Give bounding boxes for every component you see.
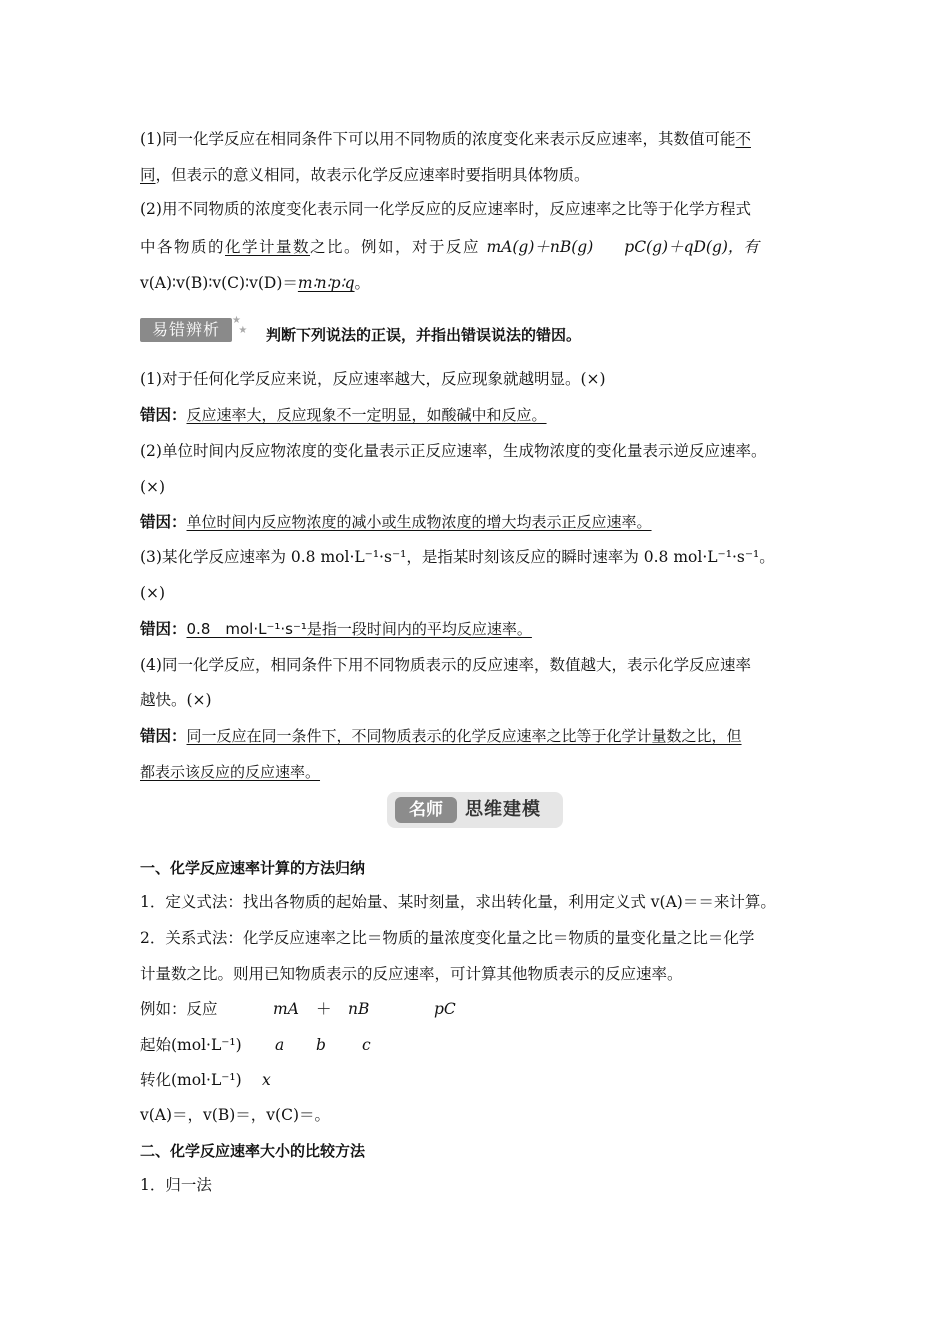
question-1: (1)对于任何化学反应来说，反应速率越大，反应现象就越明显。(×): [140, 370, 606, 388]
rate-expressions: v(A)＝，v(B)＝，v(C)＝。: [140, 1106, 330, 1124]
question-4-line-2: 越快。(×): [140, 691, 212, 709]
underlined-answer: 化学计量数: [225, 238, 311, 256]
underlined-answer: 不: [735, 130, 751, 148]
conversion-x: x: [262, 1071, 271, 1089]
heading-2: 二、化学反应速率大小的比较方法: [140, 1142, 366, 1160]
underlined-answer: 同: [140, 166, 156, 184]
note-2-line-2: 中各物质的化学计量数之比。例如，对于反应 mA(g)＋nB(g) pC(g)＋qD(g)，有: [140, 238, 759, 256]
start-c: c: [362, 1036, 371, 1054]
example-label: 例如：反应: [140, 1000, 218, 1018]
start-a: a: [275, 1036, 285, 1054]
note-2-line-1: (2)用不同物质的浓度变化表示同一化学反应的反应速率时，反应速率之比等于化学方程式: [140, 200, 751, 218]
error-analysis-instruction: 判断下列说法的正误，并指出错误说法的错因。: [266, 326, 582, 344]
note-1-line-2: 同，但表示的意义相同，故表示化学反应速率时要指明具体物质。: [140, 166, 590, 184]
heading-1: 一、化学反应速率计算的方法归纳: [140, 859, 366, 877]
question-2-line-1: (2)单位时间内反应物浓度的变化量表示正反应速率，生成物浓度的变化量表示逆反应速率。: [140, 442, 767, 460]
example-mA: mA: [273, 1000, 299, 1018]
answer-3: 错因：0.8 mol·L⁻¹·s⁻¹是指一段时间内的平均反应速率。: [140, 620, 532, 638]
section-banner: [387, 792, 563, 828]
method-2-line-2: 计量数之比。则用已知物质表示的反应速率，可计算其他物质表示的反应速率。: [140, 965, 683, 983]
start-label: 起始(mol·L⁻¹): [140, 1036, 242, 1054]
reaction-equation: mA(g)＋nB(g) pC(g)＋qD(g)，有: [486, 238, 759, 256]
method-normalize: 1．归一法: [140, 1176, 212, 1194]
example-plus: ＋: [316, 1000, 332, 1018]
answer-1: 错因：反应速率大，反应现象不一定明显，如酸碱中和反应。: [140, 406, 547, 424]
banner-title: 思维建模: [465, 799, 541, 820]
method-1: 1．定义式法：找出各物质的起始量、某时刻量，求出转化量，利用定义式 v(A)＝＝来计算。: [140, 893, 776, 911]
note-1-line-1: (1)同一化学反应在相同条件下可以用不同物质的浓度变化来表示反应速率，其数值可能不: [140, 130, 751, 148]
banner-badge: 名师: [395, 797, 457, 823]
answer-4-line-2: 都表示该反应的反应速率。: [140, 763, 321, 781]
conversion-label: 转化(mol·L⁻¹): [140, 1071, 242, 1089]
question-3-line-2: (×): [140, 584, 166, 602]
question-4-line-1: (4)同一化学反应，相同条件下用不同物质表示的反应速率，数值越大，表示化学反应速率: [140, 656, 751, 674]
question-2-line-2: (×): [140, 478, 166, 496]
underlined-answer: m∶n∶p∶q: [297, 274, 355, 292]
question-3-line-1: (3)某化学反应速率为 0.8 mol·L⁻¹·s⁻¹，是指某时刻该反应的瞬时速率为 0.8 mol·L⁻¹·s⁻¹。: [140, 548, 775, 566]
example-nB: nB: [348, 1000, 370, 1018]
answer-2: 错因：单位时间内反应物浓度的减小或生成物浓度的增大均表示正反应速率。: [140, 513, 652, 531]
method-2-line-1: 2．关系式法：化学反应速率之比＝物质的量浓度变化量之比＝物质的量变化量之比＝化学: [140, 929, 755, 947]
star-icon: ★ ★: [232, 315, 248, 336]
note-2-line-3: v(A)∶v(B)∶v(C)∶v(D)＝m∶n∶p∶q。: [140, 274, 371, 292]
error-analysis-tag: 易错辨析: [140, 318, 232, 342]
answer-4-line-1: 错因：同一反应在同一条件下，不同物质表示的化学反应速率之比等于化学计量数之比，但: [140, 727, 742, 745]
example-pC: pC: [434, 1000, 456, 1018]
start-b: b: [316, 1036, 326, 1054]
